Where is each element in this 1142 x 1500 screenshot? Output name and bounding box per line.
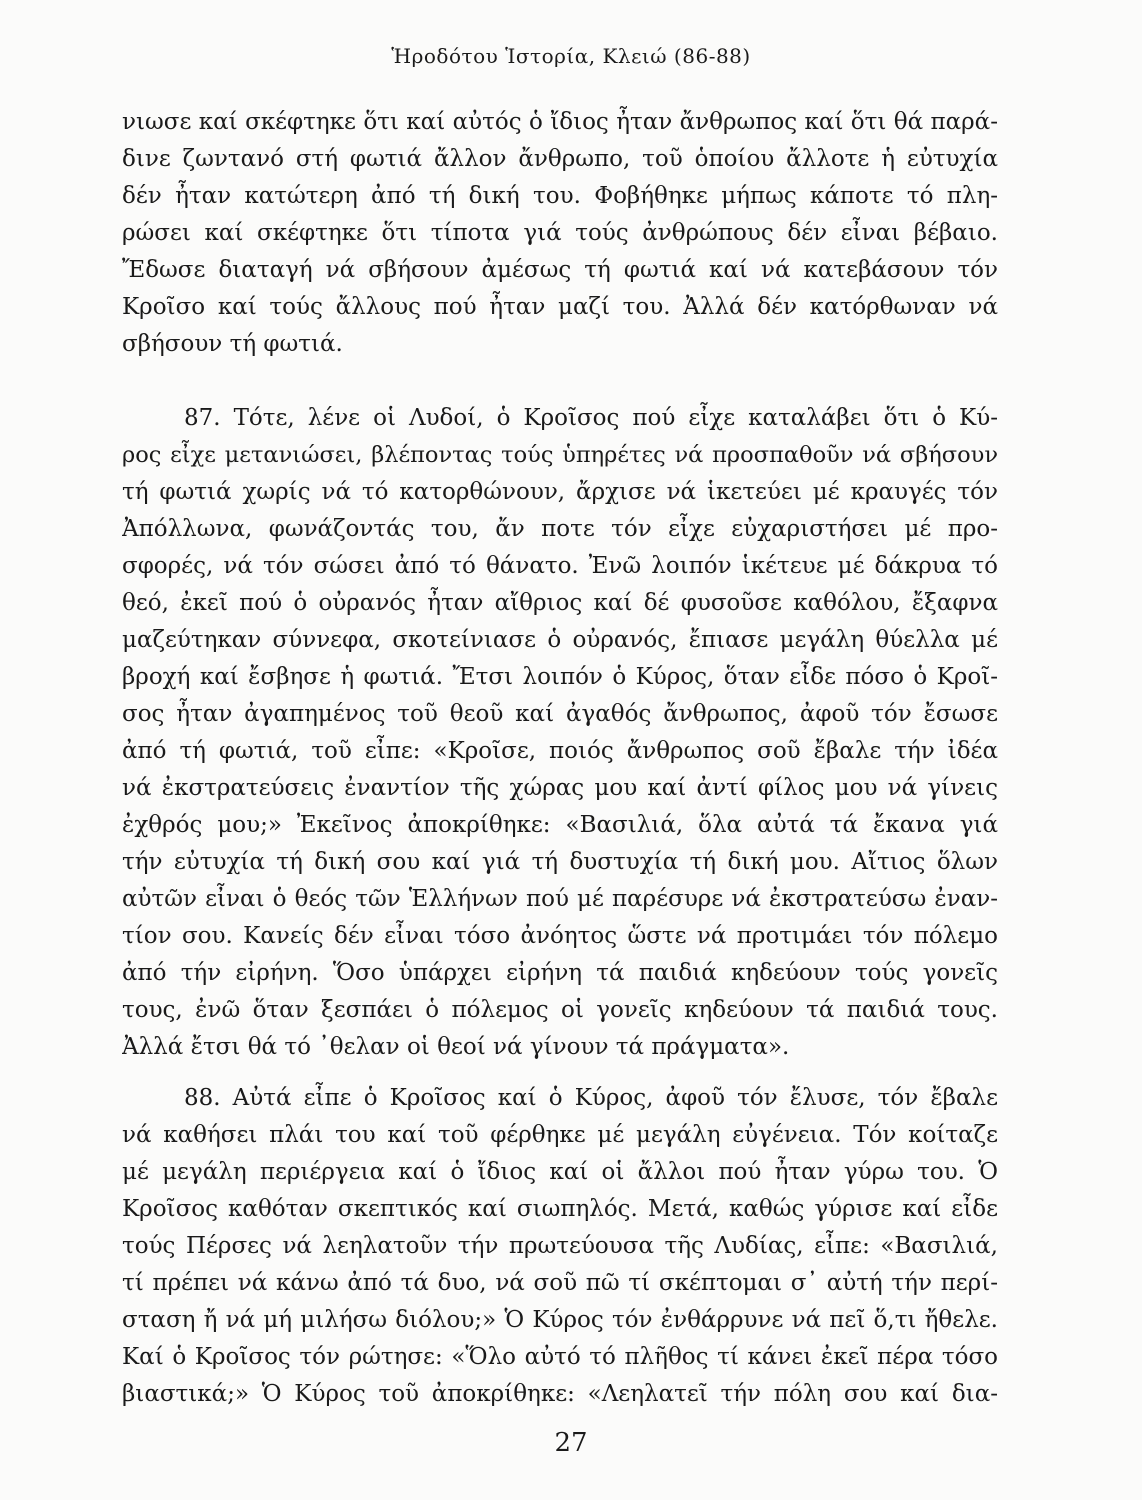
paragraph-86-end: [122, 104, 998, 363]
text-line: σταση ἤ νά μή μιλήσω διόλου;» Ὁ Κύρος τόν ἐνθάρρυνε νά πεῖ ὅ,τι ἤθελε.: [122, 1307, 998, 1333]
text-line: δέν ἦταν κατώτερη ἀπό τή δική του. Φοβήθηκε μήπως κάποτε τό πλη-: [122, 183, 998, 209]
text-line: τούς Πέρσες νά λεηλατοῦν τήν πρωτεύουσα τῆς Λυδίας, εἶπε: «Βασιλιά,: [122, 1233, 998, 1259]
text-line: ἐχθρός μου;» Ἐκεῖνος ἀποκρίθηκε: «Βασιλιά, ὅλα αὐτά τά ἔκανα γιά: [122, 812, 998, 838]
text-line: 87. Τότε, λένε οἱ Λυδοί, ὁ Κροῖσος πού εἶχε καταλάβει ὅτι ὁ Κύ-: [184, 405, 998, 431]
text-line: νά καθήσει πλάι του καί τοῦ φέρθηκε μέ μεγάλη εὐγένεια. Τόν κοίταζε: [122, 1122, 998, 1148]
text-line: νιωσε καί σκέφτηκε ὅτι καί αὐτός ὁ ἴδιος ἦταν ἄνθρωπος καί ὅτι θά παρά-: [122, 109, 998, 135]
page-number: 27: [554, 1428, 588, 1458]
text-line: τήν εὐτυχία τή δική σου καί γιά τή δυστυχία τή δική μου. Αἴτιος ὅλων: [122, 849, 998, 875]
text-line: Κροῖσο καί τούς ἄλλους πού ἦταν μαζί του. Ἀλλά δέν κατόρθωναν νά: [122, 294, 998, 320]
text-line: ρώσει καί σκέφτηκε ὅτι τίποτα γιά τούς ἀνθρώπους δέν εἶναι βέβαιο.: [122, 220, 998, 246]
text-line: ἀπό τή φωτιά, τοῦ εἶπε: «Κροῖσε, ποιός ἄνθρωπος σοῦ ἔβαλε τήν ἰδέα: [122, 738, 998, 764]
text-line: βροχή καί ἔσβησε ἡ φωτιά. Ἔτσι λοιπόν ὁ Κύρος, ὅταν εἶδε πόσο ὁ Κροῖ-: [122, 664, 998, 690]
text-line: μέ μεγάλη περιέργεια καί ὁ ἴδιος καί οἱ ἄλλοι πού ἦταν γύρω του. Ὁ: [122, 1159, 998, 1185]
text-line: Ἀπόλλωνα, φωνάζοντάς του, ἄν ποτε τόν εἶχε εὐχαριστήσει μέ προ-: [122, 516, 998, 542]
text-line: σβήσουν τή φωτιά.: [122, 331, 343, 357]
text-line: μαζεύτηκαν σύννεφα, σκοτείνιασε ὁ οὐρανός, ἔπιασε μεγάλη θύελλα μέ: [122, 627, 998, 653]
text-line: νά ἐκστρατεύσεις ἐναντίον τῆς χώρας μου καί ἀντί φίλος μου νά γίνεις: [122, 775, 998, 801]
text-line: τή φωτιά χωρίς νά τό κατορθώνουν, ἄρχισε νά ἱκετεύει μέ κραυγές τόν: [122, 479, 998, 505]
paragraph-88: [122, 1080, 998, 1413]
text-line: τίον σου. Κανείς δέν εἶναι τόσο ἀνόητος ὥστε νά προτιμάει τόν πόλεμο: [122, 923, 998, 949]
text-line: σος ἦταν ἀγαπημένος τοῦ θεοῦ καί ἀγαθός ἄνθρωπος, ἀφοῦ τόν ἔσωσε: [122, 701, 998, 727]
text-line: σφορές, νά τόν σώσει ἀπό τό θάνατο. Ἐνῶ λοιπόν ἱκέτευε μέ δάκρυα τό: [122, 553, 998, 579]
text-line: θεό, ἐκεῖ πού ὁ οὐρανός ἦταν αἴθριος καί δέ φυσοῦσε καθόλου, ἔξαφνα: [122, 590, 998, 616]
running-header: Ἡροδότου Ἱστορία, Κλειώ (86-88): [391, 44, 751, 68]
text-line: δινε ζωντανό στή φωτιά ἄλλον ἄνθρωπο, τοῦ ὁποίου ἄλλοτε ἡ εὐτυχία: [122, 146, 998, 172]
text-line: 88. Αὐτά εἶπε ὁ Κροῖσος καί ὁ Κύρος, ἀφοῦ τόν ἔλυσε, τόν ἔβαλε: [184, 1085, 998, 1111]
text-line: τους, ἐνῶ ὅταν ξεσπάει ὁ πόλεμος οἱ γονεῖς κηδεύουν τά παιδιά τους.: [122, 997, 998, 1023]
text-line: Κροῖσος καθόταν σκεπτικός καί σιωπηλός. Μετά, καθώς γύρισε καί εἶδε: [122, 1196, 998, 1222]
text-line: αὐτῶν εἶναι ὁ θεός τῶν Ἑλλήνων πού μέ παρέσυρε νά ἐκστρατεύσω ἐναν-: [122, 886, 998, 912]
text-line: ἀπό τήν εἰρήνη. Ὅσο ὑπάρχει εἰρήνη τά παιδιά κηδεύουν τούς γονεῖς: [122, 960, 998, 986]
text-line: Καί ὁ Κροῖσος τόν ρώτησε: «Ὅλο αὐτό τό πλῆθος τί κάνει ἐκεῖ πέρα τόσο: [122, 1344, 998, 1370]
paragraph-87: [122, 400, 998, 1066]
text-line: βιαστικά;» Ὁ Κύρος τοῦ ἀποκρίθηκε: «Λεηλατεῖ τήν πόλη σου καί δια-: [122, 1381, 998, 1407]
text-line: Ἔδωσε διαταγή νά σβήσουν ἀμέσως τή φωτιά καί νά κατεβάσουν τόν: [122, 257, 998, 283]
text-line: ρος εἶχε μετανιώσει, βλέποντας τούς ὑπηρέτες νά προσπαθοῦν νά σβήσουν: [122, 442, 998, 468]
text-line: τί πρέπει νά κάνω ἀπό τά δυο, νά σοῦ πῶ τί σκέπτομαι σ᾽ αὐτή τήν περί-: [122, 1270, 998, 1296]
text-line: Ἀλλά ἔτσι θά τό ᾽θελαν οἱ θεοί νά γίνουν τά πράγματα».: [122, 1034, 790, 1060]
